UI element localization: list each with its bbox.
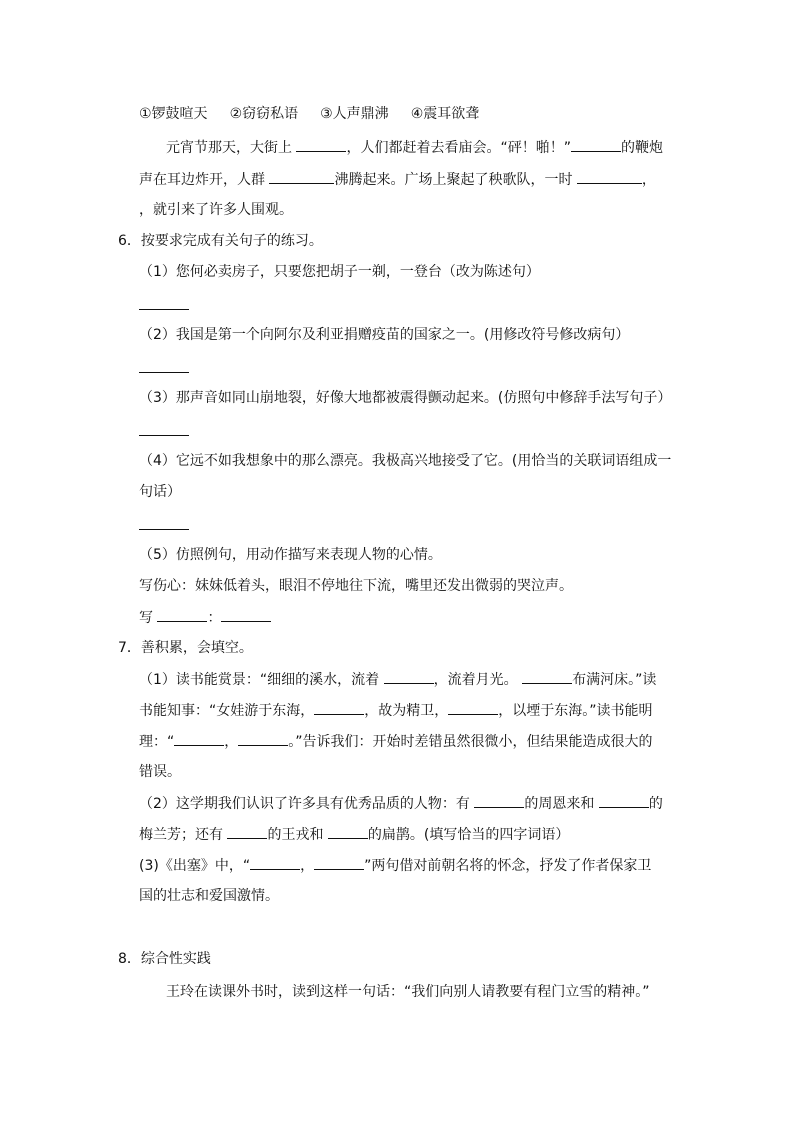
fill-blank[interactable] (599, 793, 649, 808)
q7-part2-line-2 (139, 824, 569, 845)
text: 梅兰芳；还有 (139, 827, 223, 843)
fill-blank[interactable] (174, 731, 224, 746)
q7-part1-line-3 (139, 731, 653, 752)
fill-blank[interactable] (238, 731, 288, 746)
write-label: 写 (139, 610, 153, 626)
q7-part3-line-2: 国的壮志和爱国激情。 (139, 888, 279, 904)
passage-text: ，人们都赶着去看庙会。“砰！啪！” (346, 140, 571, 156)
option-1: ①锣鼓喧天 (139, 106, 208, 122)
text: ，故为精卫， (364, 703, 449, 719)
q6-item-2: （2）我国是第一个向阿尔及利亚捐赠疫苗的国家之一。(用修改符号修改病句） (139, 327, 630, 343)
answer-line[interactable] (139, 421, 189, 442)
text: 。”告诉我们：开始时差错虽然很微小，但结果能造成很大的 (288, 734, 653, 750)
q6-item-4-line-1: （4）它远不如我想象中的那么漂亮。我极高兴地接受了它。(用恰当的关联词语组成一 (139, 453, 672, 469)
options-row (139, 104, 479, 124)
text: 布满河床。”读 (572, 672, 657, 688)
answer-line[interactable] (139, 515, 189, 536)
fill-blank[interactable] (474, 793, 524, 808)
text: ”两句借对前朝名将的怀念，抒发了作者保家卫 (364, 858, 652, 874)
text: ，以堙于东海。”读书能明 (498, 703, 653, 719)
q6-item-3: （3）那声音如同山崩地裂，好像大地都被震得颤动起来。(仿照句中修辞手法写句子） (139, 390, 672, 406)
q5-passage-line-2 (139, 169, 656, 190)
answer-line[interactable] (139, 295, 189, 316)
q5-passage-line-3 (139, 200, 293, 220)
fill-blank[interactable] (314, 700, 364, 715)
q7-part1-line-1 (139, 669, 656, 690)
answer-line[interactable] (139, 358, 189, 379)
text: 的周恩来和 (524, 796, 595, 812)
text: （1）读书能赏景：“细细的溪水，流着 (139, 672, 380, 688)
q7-part3-line-1 (139, 855, 651, 876)
question-8-title: 8．综合性实践 (118, 951, 211, 967)
q5-passage-line-1 (166, 137, 663, 158)
text: ， (300, 858, 315, 874)
text: 的 (648, 796, 663, 812)
text: ，流着月光。 (433, 672, 518, 688)
fill-blank[interactable] (314, 855, 364, 870)
q7-part1-line-2 (139, 700, 653, 721)
fill-blank[interactable] (227, 824, 267, 839)
passage-text: ，就引来了许多人围观。 (139, 202, 293, 218)
fill-blank[interactable] (577, 169, 642, 184)
fill-blank[interactable] (250, 855, 300, 870)
colon: ： (207, 610, 222, 626)
fill-blank[interactable] (522, 669, 572, 684)
question-6-title: 6．按要求完成有关句子的练习。 (118, 233, 323, 249)
q6-item-5: （5）仿照例句，用动作描写来表现人物的心情。 (139, 547, 442, 563)
text: （2）这学期我们认识了许多具有优秀品质的人物：有 (139, 796, 470, 812)
fill-blank[interactable] (296, 137, 346, 152)
option-2: ②窃窃私语 (229, 106, 299, 122)
passage-text: 沸腾起来。广场上聚起了秧歌队，一时 (334, 172, 573, 188)
q7-part1-line-4: 错误。 (139, 764, 181, 780)
passage-text: ， (641, 172, 656, 188)
fill-blank[interactable] (328, 824, 368, 839)
passage-text: 的鞭炮 (620, 140, 663, 156)
option-4: ④震耳欲聋 (410, 106, 480, 122)
q6-item-4-line-2: 句话） (139, 484, 181, 500)
q6-write-row (139, 607, 271, 628)
text: 理：“ (139, 734, 175, 750)
text: 的王戎和 (267, 827, 324, 843)
fill-blank[interactable] (448, 700, 498, 715)
passage-text: 声在耳边炸开，人群 (139, 172, 265, 188)
text: ， (224, 734, 239, 750)
text: 的扁鹊。(填写恰当的四字词语） (367, 827, 570, 843)
question-7-title: 7．善积累，会填空。 (118, 640, 253, 656)
fill-blank[interactable] (221, 607, 271, 622)
fill-blank[interactable] (384, 669, 434, 684)
text: 书能知事：“女娃游于东海， (139, 703, 315, 719)
fill-blank[interactable] (571, 137, 621, 152)
q6-item-1: （1）您何必卖房子，只要您把胡子一剃，一登台（改为陈述句） (139, 264, 540, 280)
text: (3)《出塞》中，“ (139, 858, 251, 874)
option-3: ③人声鼎沸 (320, 106, 389, 122)
fill-blank[interactable] (269, 169, 334, 184)
q8-passage-line-1: 王玲在读课外书时，读到这样一句话：“我们向别人请教要有程门立雪的精神。” (166, 984, 650, 1000)
fill-blank[interactable] (157, 607, 207, 622)
q7-part2-line-1 (139, 793, 663, 814)
passage-text: 元宵节那天，大街上 (166, 140, 292, 156)
q6-example: 写伤心：妹妹低着头，眼泪不停地往下流，嘴里还发出微弱的哭泣声。 (139, 578, 573, 594)
